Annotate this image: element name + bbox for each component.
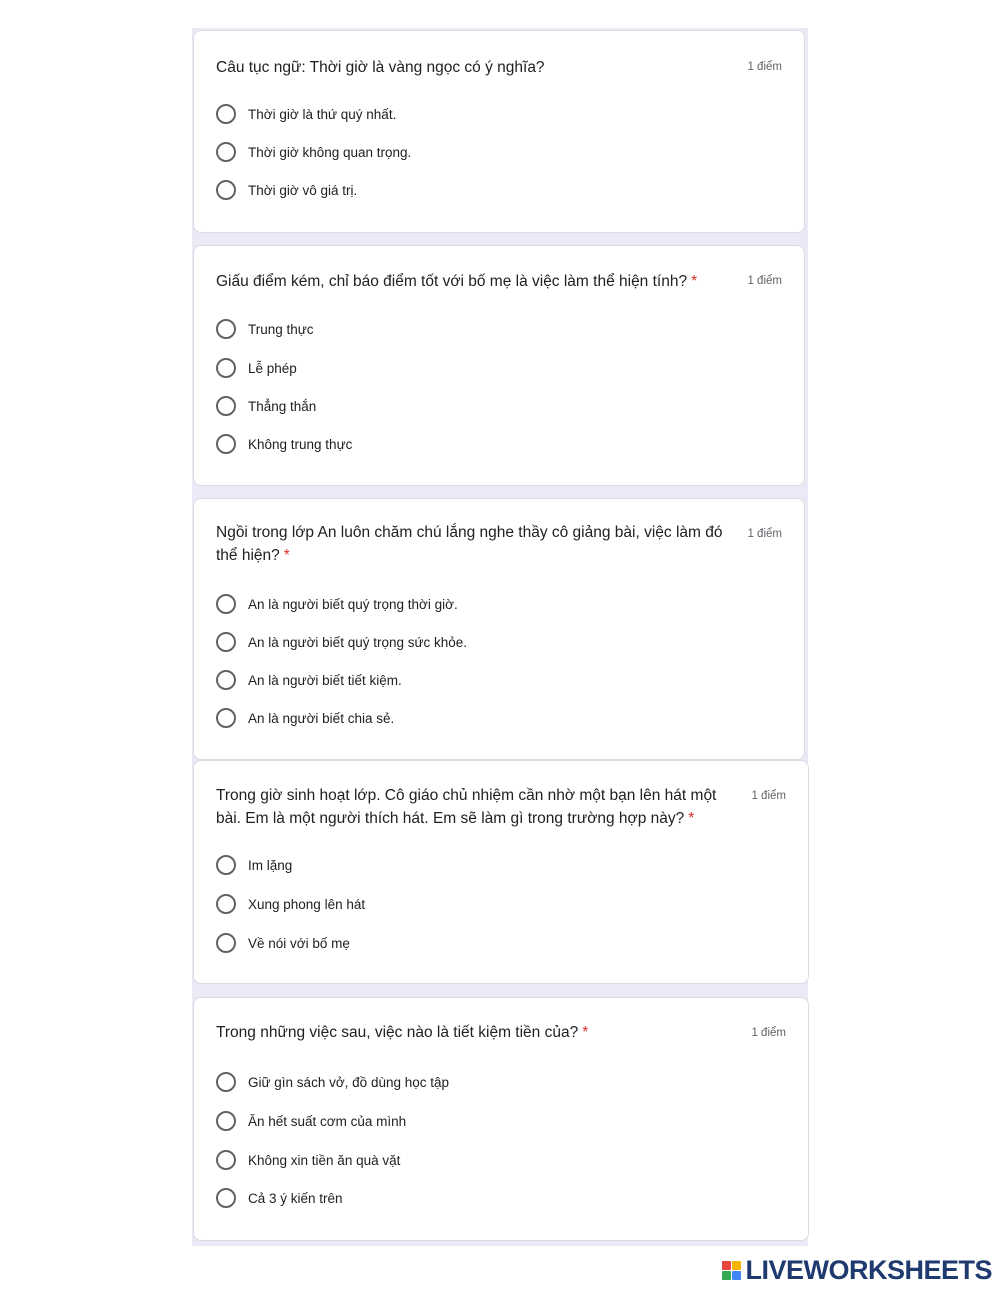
required-asterisk: * — [582, 1024, 589, 1041]
radio-button[interactable] — [216, 1111, 236, 1131]
option-3[interactable] — [216, 668, 402, 692]
question-text-line-2: bài. Em là một người thích hát. Em sẽ làm gì trong trường hợp này? — [216, 810, 685, 827]
option-label: Lễ phép — [248, 360, 297, 376]
question-title — [216, 1021, 726, 1044]
logo-tile-icon — [722, 1261, 731, 1270]
option-1[interactable] — [216, 1070, 449, 1094]
question-text-line-2: thể hiện? — [216, 547, 280, 564]
radio-button[interactable] — [216, 434, 236, 454]
option-label: Giữ gìn sách vở, đồ dùng học tập — [248, 1074, 450, 1090]
logo-tile-icon — [732, 1271, 741, 1280]
option-label: Không trung thực — [248, 436, 353, 452]
radio-button[interactable] — [216, 632, 236, 652]
required-asterisk: * — [691, 273, 698, 290]
radio-button[interactable] — [216, 1072, 236, 1092]
radio-button[interactable] — [216, 855, 236, 875]
option-label: Thẳng thắn — [248, 398, 317, 414]
question-text: Câu tục ngữ: Thời giờ là vàng ngọc có ý nghĩa? — [216, 59, 545, 76]
radio-button[interactable] — [216, 670, 236, 690]
question-text-line-1: Ngồi trong lớp An luôn chăm chú lắng nghe thầy cô giảng bài, việc làm đó — [216, 524, 723, 541]
option-1[interactable] — [216, 317, 314, 341]
option-2[interactable] — [216, 892, 365, 916]
radio-button[interactable] — [216, 142, 236, 162]
question-title — [216, 784, 736, 830]
option-label: An là người biết chia sẻ. — [248, 710, 395, 726]
logo-text: LIVEWORKSHEETS — [745, 1254, 992, 1285]
liveworksheets-logo — [722, 1254, 992, 1286]
option-2[interactable] — [216, 1109, 406, 1133]
option-2[interactable] — [216, 140, 411, 164]
question-title — [216, 521, 726, 567]
radio-button[interactable] — [216, 396, 236, 416]
option-3[interactable] — [216, 178, 357, 202]
option-label: Ăn hết suất cơm của mình — [248, 1113, 407, 1129]
option-1[interactable] — [216, 102, 396, 126]
option-3[interactable] — [216, 1148, 400, 1172]
logo-tile-icon — [722, 1271, 731, 1280]
logo-tile-icon — [732, 1261, 741, 1270]
radio-button[interactable] — [216, 708, 236, 728]
question-card-3 — [193, 498, 805, 760]
question-title — [216, 56, 726, 79]
required-asterisk: * — [283, 547, 290, 564]
option-label: An là người biết tiết kiệm. — [248, 672, 402, 688]
option-label: Thời giờ là thứ quý nhất. — [248, 106, 397, 122]
option-1[interactable] — [216, 592, 458, 616]
option-label: An là người biết quý trọng sức khỏe. — [248, 634, 468, 650]
question-card-1 — [193, 30, 805, 233]
radio-button[interactable] — [216, 1150, 236, 1170]
option-label: Im lặng — [248, 857, 293, 873]
question-card-2 — [193, 245, 805, 486]
question-card-4 — [193, 760, 809, 984]
option-4[interactable] — [216, 706, 394, 730]
option-label: Cả 3 ý kiến trên — [248, 1190, 343, 1206]
option-label: Không xin tiền ăn quà vặt — [248, 1152, 401, 1168]
option-4[interactable] — [216, 1186, 343, 1210]
option-label: Về nói với bố mẹ — [248, 935, 350, 951]
option-label: An là người biết quý trọng thời giờ. — [248, 596, 458, 612]
radio-button[interactable] — [216, 319, 236, 339]
option-label: Thời giờ vô giá trị. — [248, 182, 358, 198]
radio-button[interactable] — [216, 358, 236, 378]
option-2[interactable] — [216, 630, 467, 654]
option-label: Trung thực — [248, 321, 314, 337]
logo-icon — [722, 1261, 741, 1280]
option-label: Xung phong lên hát — [248, 896, 366, 912]
option-3[interactable] — [216, 394, 316, 418]
points-label: 1 điểm — [747, 61, 782, 73]
required-asterisk: * — [688, 810, 695, 827]
points-label: 1 điểm — [751, 790, 786, 802]
option-2[interactable] — [216, 356, 297, 380]
option-4[interactable] — [216, 432, 352, 456]
question-title — [216, 270, 726, 293]
option-1[interactable] — [216, 853, 292, 877]
radio-button[interactable] — [216, 180, 236, 200]
points-label: 1 điểm — [751, 1027, 786, 1039]
question-text-line-1: Trong giờ sinh hoạt lớp. Cô giáo chủ nhiệm cần nhờ một bạn lên hát một — [216, 787, 717, 804]
radio-button[interactable] — [216, 933, 236, 953]
points-label: 1 điểm — [747, 275, 782, 287]
question-text: Giấu điểm kém, chỉ báo điểm tốt với bố mẹ là việc làm thể hiện tính? — [216, 273, 688, 290]
radio-button[interactable] — [216, 1188, 236, 1208]
question-card-5 — [193, 997, 809, 1241]
radio-button[interactable] — [216, 894, 236, 914]
radio-button[interactable] — [216, 594, 236, 614]
question-text: Trong những việc sau, việc nào là tiết kiệm tiền của? — [216, 1024, 579, 1041]
option-3[interactable] — [216, 931, 350, 955]
option-label: Thời giờ không quan trọng. — [248, 144, 412, 160]
points-label: 1 điểm — [747, 528, 782, 540]
radio-button[interactable] — [216, 104, 236, 124]
